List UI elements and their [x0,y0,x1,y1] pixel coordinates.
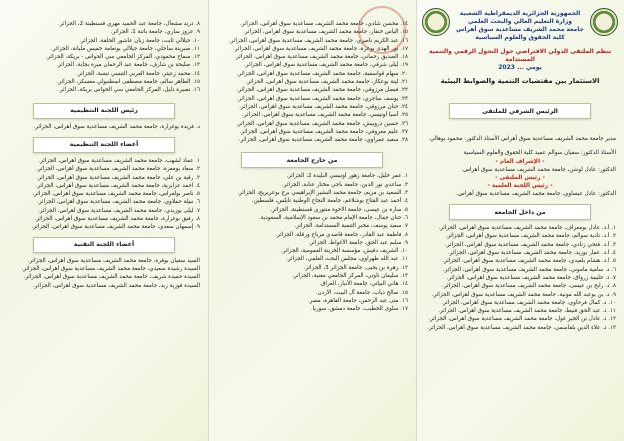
list-item: ٥. أ.د. هشام بلعيدي، جامعة محمد الشريف مساعدية سوق أهراس، الجزائر. [442,258,616,265]
dean-text: الأستاذ الدكتور: سفيان سوالم عميد كلية الحقوق والعلوم السياسية [463,150,616,157]
list-item: ١٦. عبد الكريم ناصري، جامعة محمد الشريف مساعدية سوق أهراس، الجزائر. [229,37,408,44]
list-item: ٢٤. حنان مرزوقي، جامعة محمد الشريف مساعدية سوق أهراس، الجزائر. [239,103,408,110]
list-item: ٢٠. سهام قواسمية، جامعة محمد الشريف مساعدية سوق أهراس، الجزائر. [236,70,408,77]
list-item: ١٠. د. كمال فرحاوي، جامعة محمد الشريف مساعدية سوق أهراس، الجزائر. [441,299,616,306]
list-item: ١. عمر خليل، جامعة زهور أونيسي البليدة 2، الجزائر. [286,173,408,180]
list-item: ٥. ناصر بولعراس، جامعة محمد الشريف مساعدية سوق أهراس، الجزائر. [32,191,200,198]
list-item: ١٧. سلوى الخطيب، جامعة دمشق، سوريا. [310,306,408,313]
list-item: ٧. سعيد يوسف، مخبر التنمية المستدامة، الجزائر. [294,223,408,230]
list-item: ٩. عزوز ساري، جامعة باتنة 1، الجزائر. [110,29,200,36]
outside-university-box: من خارج الجامعة [241,152,383,168]
republic-header: الجمهورية الجزائرية الديمقراطية الشعبية [459,10,581,17]
list-item: ١٦. منى عبد الرحمن، جامعة القاهرة، مصر. [307,297,408,304]
list-item: ٧. ليلى بوزيدي، جامعة محمد الشريف مساعدية سوق أهراس، الجزائر. [38,207,200,214]
list-item: ١. أ.د. عادل بومعراف، جامعة محمد الشريف مساعدية سوق أهراس، الجزائر. [438,225,616,232]
list-item: السيدة حميدة شريف، جامعة محمد الشريف مساعدية سوق أهراس، الجزائر. [23,274,200,281]
list-item: ٩. إسمهان سعدي، جامعة محمد الشريف مساعدية سوق أهراس، الجزائر. [31,224,200,231]
right-panel [416,0,624,441]
university-logo [590,8,618,36]
list-item: ١٢. د. عادل بن الخير غول، جامعة محمد الشريف مساعدية سوق أهراس، الجزائر. [428,316,616,323]
university-header: جامعة محمد الشريف مساعدية سوق أهراس [456,26,584,33]
tech-committee-list [0,257,208,290]
org-committee-list [0,157,208,232]
org-committee-members-box: أعضاء اللجنة التنظيمية [33,137,175,153]
list-item: ٣. السعيد بن مريم، جامعة محمد البشير الإبراهيمي برج بوعريريج، الجزائر. [237,190,408,197]
scientific-committee-list-continued [0,0,208,95]
left-panel [0,0,208,441]
list-item: ٥. سارة بن عيسى، جامعة الاخوة منتوري قسنطينة، الجزائر. [270,206,408,213]
outside-university-list [208,172,416,313]
list-item: ١٦. نصيرة دليل، المركز الجامعي سي الحواس بريكة، الجزائر. [58,87,200,94]
list-item: ١٧. نور الهدى بوعزة، جامعة محمد الشريف مساعدية سوق أهراس، الجزائر. [233,45,408,52]
fold-line-right [416,0,417,441]
honorary-president-box: الرئيس الشرفي للملتقى [449,103,591,119]
list-item: ١٥. صالح ذياب، جامعة آل البيت، الأردن. [315,289,408,296]
list-item: ٢١. لينة بوعكاز، جامعة محمد الشريف مساعدية سوق أهراس، الجزائر. [245,79,408,86]
list-item: ٣. أ.د. فتحي زنادي، جامعة محمد الشريف مساعدية سوق أهراس، الجزائر. [445,241,616,248]
list-item: ١. عماد لشهب، جامعة محمد الشريف مساعدية سوق أهراس، الجزائر. [38,157,200,164]
list-item: ٤. أحمد عزايزية، جامعة محمد الشريف مساعدية سوق أهراس، الجزائر. [35,182,200,189]
role-general-supervision: - الإشراف العام - [495,158,545,165]
list-item: ٧. د. حليمة زرواق، جامعة محمد الشريف مساعدية سوق أهراس، الجزائر. [446,274,616,281]
list-item: ٢٢. فيصل مرزوقي، جامعة محمد الشريف مساعدية سوق أهراس، الجزائر. [236,87,408,94]
list-item: ١٨. الصديق رحماني، جامعة محمد الشريف مساعدية سوق أهراس، الجزائر. [234,54,408,61]
list-item: ١٣. صليحة بن شارف، جامعة عبد الرحمان ميرة بجاية، الجزائر. [56,62,200,69]
list-item: ٦. حنان جمال، جامعة الإمام محمد بن سعود الإسلامية، السعودية. [258,214,408,221]
list-item: ١٠. جيلالي ثابت، جامعة زيان عاشور الجلفة، الجزائر. [79,37,200,44]
general-supervision-text: الدكتور: عادل لوشن، جامعة محمد الشريف مساعدية سوق أهراس. [461,166,616,173]
list-item: ٢٦. حسين دروبيش، جامعة محمد الشريف مساعدية سوق أهراس، الجزائر. [236,120,408,127]
list-item: ٤. أ.د. عمار بوزيد، جامعة محمد الشريف مساعدية سوق أهراس، الجزائر. [447,250,616,257]
faculty-header: كلية الحقوق والعلوم السياسية [475,34,565,41]
list-item: ١٤. هاني البياتي، جامعة الأنبار، العراق. [319,281,408,288]
list-item: السيدة رشيدة سعيدي، جامعة محمد الشريف مساعدية سوق أهراس، الجزائر. [21,265,200,272]
list-item: ٢٧. عليم معروفي، جامعة محمد الشريف مساعدية سوق أهراس، الجزائر. [239,128,408,135]
list-item: ٢٥. آسيا أونيسي، جامعة محمد الشريف مساعدية سوق أهراس، الجزائر. [242,112,408,119]
tech-committee-box: أعضاء اللجنة التقنية [33,237,175,253]
list-item: ١٥. الطاهر سالم، جامعة مصطفى اسطنبولي معسكر، الجزائر. [56,79,200,86]
middle-panel [208,0,416,441]
list-item: ٨. فاطمة عبد القادر، جامعة قاصدي مرباح ورقلة، الجزائر. [275,231,408,238]
list-item: ١٤. محمد زعيتر، جامعة العربي التبسي تبسة، الجزائر. [76,70,200,77]
list-item: ١٤. محسن شادي، جامعة محمد الشريف مساعدية سوق أهراس، الجزائر. [239,21,408,27]
list-item: ٢. ساعدي نور الدين، جامعة باجي مختار عنابة، الجزائر. [282,181,408,188]
forum-title: تنظم الملتقى الدولي الافتراضي حول التحول الرقمي والتنمية المستدامة [428,48,612,63]
list-item: ٨. د. رابح بن عيسى، جامعة محمد الشريف مساعدية سوق أهراس، الجزائر. [442,283,616,290]
list-item: ٨. رفيق بوغرارة، جامعة محمد الشريف مساعدية سوق أهراس، الجزائر. [34,216,200,223]
list-item: ١١. صبرينة ساحلي، جامعة جيلالي بونعامة خميس مليانة، الجزائر. [50,45,200,52]
list-item: ٢. أ.د. نادية سوالم، جامعة محمد الشريف مساعدية سوق أهراس، الجزائر. [445,233,616,240]
list-item: ٩. سليم عبد الحق، جامعة الأغواط، الجزائر. [308,239,408,246]
faculty-logo [422,8,450,36]
list-item: ٢. سعاد بومعزة، جامعة محمد الشريف مساعدية سوق أهراس، الجزائر. [36,166,200,173]
list-item: ٦. نبيلة حملاوي، جامعة محمد الشريف مساعدية سوق أهراس، الجزائر. [37,199,200,206]
org-committee-chair-box: رئيس اللجنة التنظيمية [33,103,175,119]
list-item: ١٢. زهرة بن يحيى، جامعة الجزائر 3، الجزائر. [303,264,408,271]
org-committee-chair: د. فريدة بوغرارة، جامعة محمد الشريف مساعدية سوق أهراس، الجزائر. [33,123,200,130]
list-item: ٦. د. سامية ماموني، جامعة محمد الشريف مساعدية سوق أهراس، الجزائر. [443,266,616,273]
list-item: ١٩. ليلى شرقي، جامعة محمد الشريف مساعدية سوق أهراس، الجزائر. [243,62,408,69]
role-scientific-chair: - رئيس اللجنة العلمية - [487,182,553,189]
forum-theme: الاستثمار بين مقتضيات التنمية والضوابط البيئية [440,77,600,85]
list-item: السيد سفيان بوقرة، جامعة محمد الشريف مساعدية سوق أهراس، الجزائر. [27,257,200,264]
list-item: ١٠. الشريف دقيش، مؤسسة الخزينة العمومية، الجزائر. [280,248,408,255]
list-item: ١١. عبد الله طهراوي، مجلس البحث العلمي، الجزائر. [286,256,408,263]
list-item: السيدة فوزية زيد، جامعة محمد الشريف مساعدية سوق أهراس، الجزائر. [32,282,200,289]
list-item: ١٣. د. علاء الدين بلقاسمي، جامعة محمد الشريف مساعدية سوق أهراس، الجزائر. [427,324,616,331]
fold-line-left [208,0,209,441]
ministry-header: وزارة التعليم العالي والبحث العلمي [467,18,572,25]
role-forum-chair: - رئيس الملتقى - [495,174,545,181]
list-item: ٢٨. سعيد عمراوي، جامعة محمد الشريف مساعدية سوق أهراس، الجزائر. [238,137,408,144]
inside-university-box: من داخل الجامعة [449,204,591,220]
list-item: ١٥. الياس خنفار، جامعة محمد الشريف مساعدية سوق أهراس، الجزائر. [243,29,408,36]
list-item: ٢٣. يوسف ساجري، جامعة محمد الشريف مساعدية سوق أهراس، الجزائر. [236,95,408,102]
forum-date: يومي ... 2023 [498,64,542,71]
list-item: ٨. دريد مشعال، جامعة عبد الحميد مهري قسنطينة 2، الجزائر. [58,21,200,27]
list-item: ٩. د. بن بوعبد الله مونية، جامعة محمد الشريف مساعدية سوق أهراس، الجزائر. [431,291,616,298]
list-item: ١٢. سماح محمودي، المركز الجامعي سي الحواس - بريكة، الجزائر. [45,54,200,61]
list-item: ١١. د. عبد الحق فنيط، جامعة محمد الشريف مساعدية سوق أهراس، الجزائر. [438,308,616,315]
list-item: ١٣. سليمان تاوتي، المركز الجامعي مغنية، الجزائر. [292,273,408,280]
red-stamp [358,6,406,54]
list-item: ٤. أحمد عبد الفتاح بوشلاغم، جامعة النجاح الوطنية نابلس، فلسطين. [251,198,408,205]
inside-university-list [416,224,624,332]
list-item: ٣. رقية بن علي، جامعة محمد الشريف مساعدية سوق أهراس، الجزائر. [36,174,200,181]
scientific-chair-text: الدكتور: عادل عيساوي، جامعة محمد الشريف مساعدية سوق أهراس. [456,190,616,197]
honorary-president-text: مدير جامعة محمد الشريف مساعدية سوق أهراس الأستاذ الدكتور: محمود بوهالي. [428,136,616,142]
